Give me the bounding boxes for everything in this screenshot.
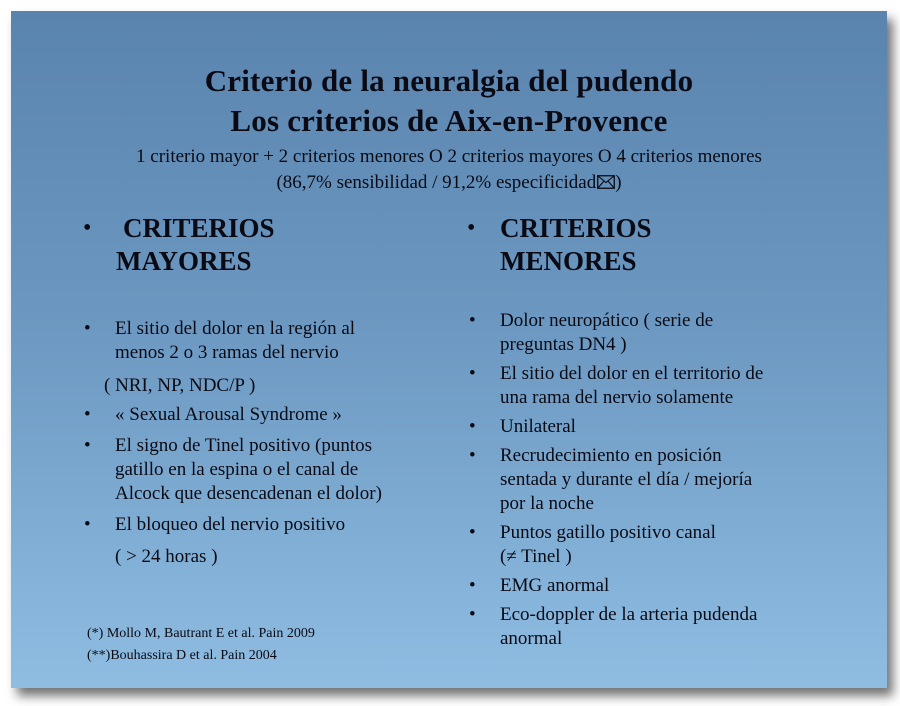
major-note-2: ( > 24 horas ) <box>115 546 218 567</box>
minor-item-1-line1: Dolor neuropático ( serie de <box>500 310 714 331</box>
minor-item-4-line3: por la noche <box>500 493 594 514</box>
minor-item-7-line1: Eco-doppler de la arteria pudenda <box>500 604 758 625</box>
minor-item-5-line1: Puntos gatillo positivo canal <box>500 522 716 543</box>
major-heading-line1: CRITERIOS <box>123 213 275 243</box>
minor-item-1-line2: preguntas DN4 ) <box>500 334 627 355</box>
bullet-icon: • <box>469 363 476 384</box>
major-item <box>84 403 445 427</box>
minor-item-3-line1: Unilateral <box>500 416 576 437</box>
minor-item-2-line1: El sitio del dolor en el territorio de <box>500 363 764 384</box>
major-heading-line2: MAYORES <box>116 246 252 276</box>
major-heading-bullet: • <box>83 215 92 241</box>
bullet-icon: • <box>469 522 476 543</box>
slide-title-line1: Criterio de la neuralgia del pudendo <box>204 63 694 98</box>
bullet-icon: • <box>84 318 91 339</box>
minor-criteria-heading <box>467 212 652 278</box>
minor-item-5-line2: (≠ Tinel ) <box>500 546 572 567</box>
major-criteria-list-cont <box>84 403 445 537</box>
major-item-1-line2: menos 2 o 3 ramas del nervio <box>115 342 339 363</box>
subtitle-line2-text: (86,7% sensibilidad / 91,2% especificidad <box>276 172 597 193</box>
major-criteria-heading <box>83 212 275 278</box>
minor-item-2-line2: una rama del nervio solamente <box>500 387 734 408</box>
bullet-icon: • <box>84 435 91 456</box>
minor-heading-line2: MENORES <box>500 246 637 276</box>
minor-item <box>469 444 860 516</box>
major-item-2-line1: « Sexual Arousal Syndrome » <box>115 404 342 425</box>
bullet-icon: • <box>84 514 91 535</box>
bullet-icon: • <box>469 310 476 331</box>
reference-2: (**)Bouhassira D et al. Pain 2004 <box>87 648 277 663</box>
major-item <box>84 513 445 537</box>
bullet-icon: • <box>469 604 476 625</box>
major-item-3-line3: Alcock que desencadenan el dolor) <box>115 483 382 504</box>
major-item-3-line1: El signo de Tinel positivo (puntos <box>115 435 373 456</box>
bullet-icon: • <box>469 416 476 437</box>
major-item-3-line2: gatillo en la espina o el canal de <box>115 459 359 480</box>
slide-title-line2: Los criterios de Aix-en-Provence <box>230 103 668 138</box>
reference-1: (*) Mollo M, Bautrant E et al. Pain 2009 <box>87 626 315 641</box>
minor-item <box>469 415 860 439</box>
major-item <box>84 434 445 506</box>
minor-item <box>469 574 860 598</box>
major-item <box>84 317 445 365</box>
bullet-icon: • <box>469 575 476 596</box>
bullet-icon: • <box>84 404 91 425</box>
major-note-1: ( NRI, NP, NDC/P ) <box>104 375 256 396</box>
minor-item-7-line2: anormal <box>500 628 563 649</box>
slide <box>11 11 887 688</box>
minor-item-4-line2: sentada y durante el día / mejoría <box>500 469 753 490</box>
major-criteria-list <box>84 317 445 365</box>
envelope-icon <box>597 175 615 189</box>
minor-item <box>469 603 860 651</box>
references <box>87 623 315 667</box>
subtitle-line2-end: ) <box>615 172 622 193</box>
minor-heading-line1: CRITERIOS <box>500 213 652 243</box>
minor-item-4-line1: Recrudecimiento en posición <box>500 445 722 466</box>
subtitle-line1: 1 criterio mayor + 2 criterios menores O 2 criterios mayores O 4 criterios menores <box>136 146 762 167</box>
major-item-1-line1: El sitio del dolor en la región al <box>115 318 356 339</box>
bullet-icon: • <box>469 445 476 466</box>
minor-heading-bullet: • <box>467 215 476 241</box>
minor-criteria-list <box>469 309 860 651</box>
minor-item <box>469 362 860 410</box>
minor-item <box>469 521 860 569</box>
subtitle-line2 <box>11 170 887 196</box>
minor-item <box>469 309 860 357</box>
minor-item-6-line1: EMG anormal <box>500 575 610 596</box>
major-item-4-line1: El bloqueo del nervio positivo <box>115 514 346 535</box>
